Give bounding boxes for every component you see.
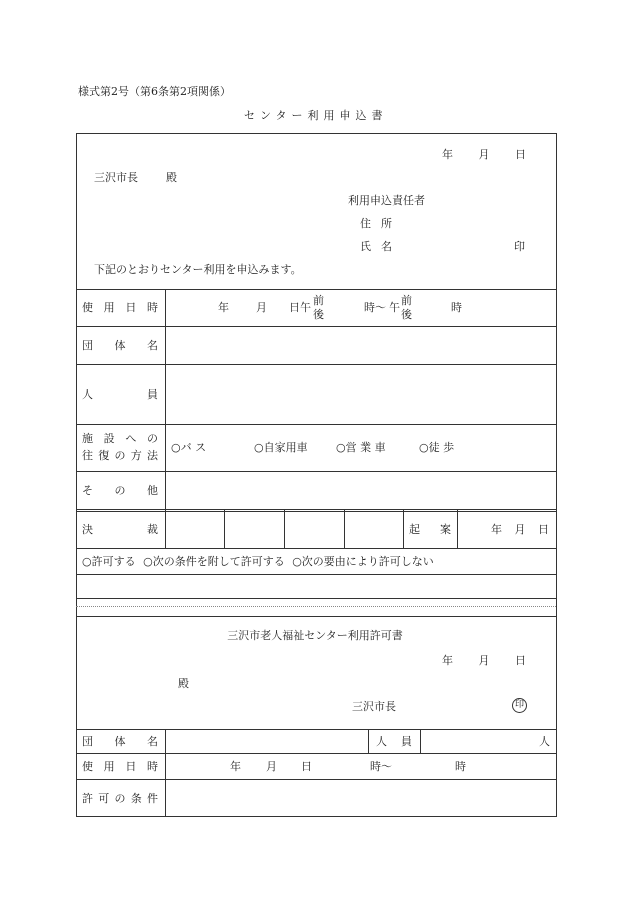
usage-month: 月 — [256, 301, 267, 314]
transport-label-line1 — [82, 433, 158, 444]
usage-pm-2: 後 — [401, 308, 412, 321]
draft-label — [409, 524, 451, 535]
form-title: センター利用申込書 — [244, 109, 388, 122]
spread-label — [82, 433, 158, 444]
spread-label — [82, 736, 158, 747]
spread-label — [82, 340, 158, 351]
other-label — [82, 485, 158, 496]
permit-honorific: 殿 — [178, 677, 189, 690]
row-line — [76, 364, 556, 365]
people-label — [82, 389, 158, 400]
label-char: そ — [82, 484, 93, 497]
frame-bottom — [76, 816, 556, 817]
label-char: 可 — [98, 792, 110, 805]
label-char: 案 — [440, 523, 451, 536]
cut-line — [76, 606, 556, 607]
transport-option-bus[interactable]: ○バ ス — [171, 441, 207, 454]
label-char: 使 — [82, 760, 93, 773]
label-char: 時 — [146, 301, 158, 314]
usage-am-2: 前 — [401, 294, 412, 307]
permit-conditions-label — [82, 793, 158, 804]
permit-date-year: 年 — [442, 654, 453, 667]
usage-hour: 時 — [451, 301, 462, 314]
permit-usage-hour-to: 時〜 — [370, 760, 392, 773]
label-char: 員 — [147, 388, 158, 401]
label-char: の — [114, 484, 126, 497]
draft-year: 年 — [491, 523, 502, 536]
label-char: 人 — [376, 735, 387, 748]
usage-ampm-2 — [401, 294, 412, 322]
application-statement: 下記のとおりセンター利用を申込みます。 — [94, 263, 302, 276]
row-line — [76, 509, 556, 510]
label-char: 名 — [147, 735, 158, 748]
permit-date-month: 月 — [478, 654, 490, 667]
label-char: 人 — [82, 388, 93, 401]
label-char: 施 — [82, 432, 93, 445]
decision-cell-divider — [344, 510, 345, 548]
spread-label — [409, 524, 451, 535]
label-char: 復 — [98, 449, 110, 462]
frame-top — [76, 133, 556, 134]
row-line — [76, 574, 556, 575]
label-char: へ — [125, 432, 137, 445]
spread-label — [82, 389, 158, 400]
permit-usage-datetime-label — [82, 761, 158, 772]
label-char: 使 — [82, 301, 93, 314]
row-line — [76, 548, 556, 549]
label-char: 裁 — [147, 523, 158, 536]
usage-pm-1: 後 — [313, 308, 324, 321]
row-line — [76, 471, 556, 472]
row-line — [76, 289, 556, 290]
usage-datetime-label — [82, 302, 158, 313]
decision-label — [82, 524, 158, 535]
draft-month: 月 — [514, 523, 526, 536]
transport-label-line2 — [82, 450, 158, 461]
group-name-label — [82, 340, 158, 351]
label-char: の — [146, 432, 158, 445]
usage-ampm-1 — [313, 294, 324, 322]
permit-date — [442, 655, 526, 666]
label-char: 法 — [147, 449, 158, 462]
spread-label — [82, 793, 158, 804]
applicant-label: 利用申込責任者 — [348, 194, 425, 207]
label-char: の — [114, 449, 126, 462]
application-date-month: 月 — [478, 148, 490, 161]
label-char: 往 — [82, 449, 93, 462]
label-char: 体 — [114, 735, 126, 748]
label-char: 設 — [103, 432, 115, 445]
label-char: 条 — [130, 792, 142, 805]
label-char: 起 — [409, 523, 420, 536]
label-char: 団 — [82, 735, 93, 748]
name-label: 氏名 — [360, 240, 402, 253]
decision-cell-divider — [403, 510, 404, 548]
label-char: 決 — [82, 523, 93, 536]
addressee: 三沢市長 — [94, 171, 138, 184]
transport-option-commercial[interactable]: ○営 業 車 — [336, 441, 386, 454]
permit-group-name-label — [82, 736, 158, 747]
permit-title: 三沢市老人福祉センター利用許可書 — [227, 629, 403, 642]
form-number: 様式第2号（第6条第2項関係） — [78, 85, 231, 98]
label-char: 用 — [103, 301, 115, 314]
people-divider — [420, 729, 421, 753]
usage-hour-to: 時〜 — [364, 301, 386, 314]
label-divider — [165, 289, 166, 549]
spread-label — [82, 761, 158, 772]
usage-year: 年 — [218, 301, 229, 314]
addressee-honorific: 殿 — [166, 171, 177, 184]
label-char: 体 — [114, 339, 126, 352]
usage-am-1: 前 — [313, 294, 324, 307]
draft-day: 日 — [538, 523, 549, 536]
label-char: 時 — [146, 760, 158, 773]
usage-noon-1: 午 — [300, 301, 311, 314]
official-seal-icon: 印 — [512, 698, 527, 713]
decision-cell-divider — [457, 510, 458, 548]
row-line — [76, 779, 556, 780]
row-line — [76, 753, 556, 754]
decision-cell-divider — [224, 510, 225, 548]
label-char: 団 — [82, 339, 93, 352]
frame-left — [76, 133, 77, 817]
people-divider — [368, 729, 369, 753]
permit-usage-year: 年 — [230, 760, 241, 773]
spread-label — [82, 524, 158, 535]
permit-people-unit: 人 — [539, 735, 550, 748]
permit-issuer: 三沢市長 — [352, 700, 396, 713]
label-divider — [165, 729, 166, 817]
decision-cell-divider — [284, 510, 285, 548]
permit-date-day: 日 — [515, 654, 526, 667]
permit-usage-hour: 時 — [455, 760, 466, 773]
label-char: 許 — [82, 792, 93, 805]
label-char: 用 — [103, 760, 115, 773]
label-char: 件 — [147, 792, 158, 805]
application-date — [442, 149, 526, 160]
row-line — [76, 729, 556, 730]
spread-label — [82, 485, 158, 496]
address-label: 住所 — [360, 217, 402, 230]
permit-usage-day: 日 — [301, 760, 312, 773]
spread-label — [376, 736, 412, 747]
row-line — [76, 511, 556, 512]
application-date-day: 日 — [515, 148, 526, 161]
label-char: の — [114, 792, 126, 805]
usage-noon-2: 午 — [389, 301, 400, 314]
application-date-year: 年 — [442, 148, 453, 161]
permit-people-label — [376, 736, 412, 747]
label-char: 日 — [125, 301, 137, 314]
label-char: 員 — [401, 735, 412, 748]
label-char: 日 — [125, 760, 137, 773]
transport-option-private-car[interactable]: ○自家用車 — [254, 441, 308, 454]
spread-label — [82, 450, 158, 461]
permit-usage-month: 月 — [266, 760, 277, 773]
approval-options[interactable]: ○許可する ○次の条件を附して許可する ○次の要由により許可しない — [82, 555, 434, 568]
row-line — [76, 424, 556, 425]
seal-label: 印 — [514, 240, 525, 253]
draft-date — [491, 524, 549, 535]
transport-option-walk[interactable]: ○徒 歩 — [419, 441, 455, 454]
row-line — [76, 598, 556, 599]
usage-day: 日 — [289, 301, 300, 314]
label-char: 方 — [130, 449, 142, 462]
label-char: 名 — [147, 339, 158, 352]
row-line — [76, 326, 556, 327]
row-line — [76, 616, 556, 617]
label-char: 他 — [147, 484, 158, 497]
frame-right — [556, 133, 557, 817]
